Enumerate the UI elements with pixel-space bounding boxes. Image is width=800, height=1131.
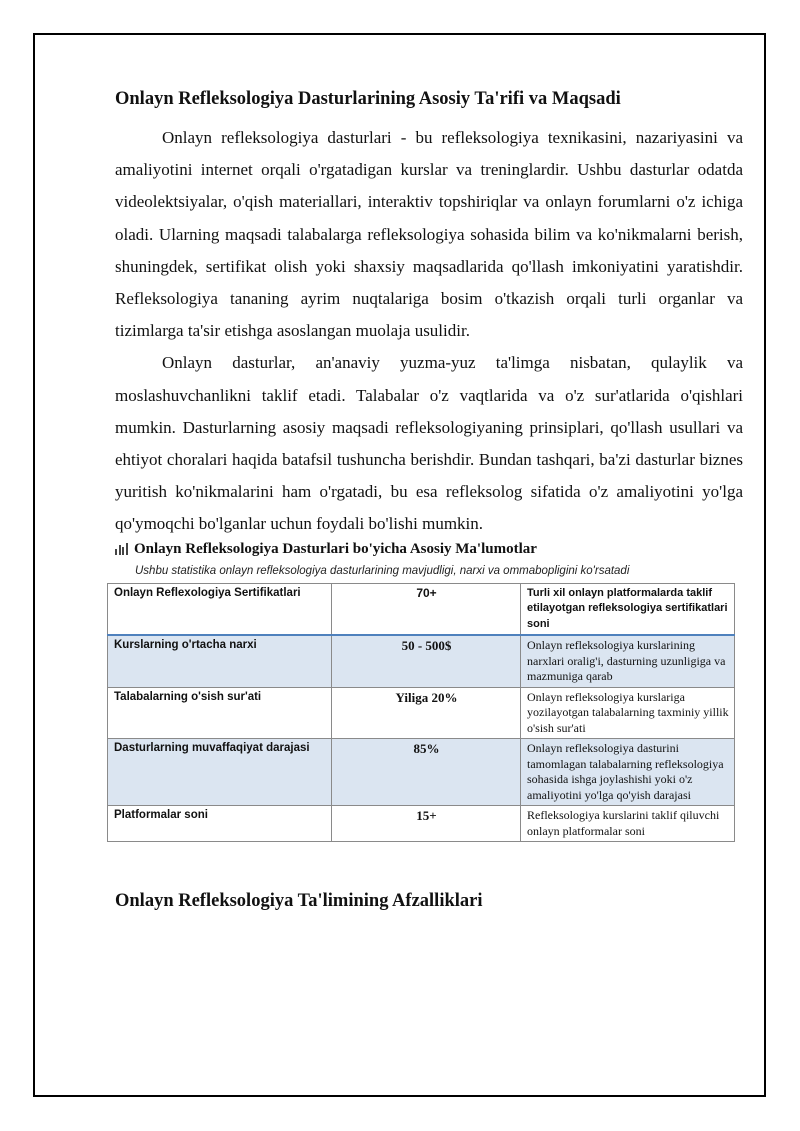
table-cell: Kurslarning o'rtacha narxi (108, 635, 332, 687)
table-cell: Onlayn Reflexologiya Sertifikatlari (108, 583, 332, 635)
table-title-text: Onlayn Refleksologiya Dasturlari bo'yicha Asosiy Ma'lumotlar (134, 540, 537, 557)
table-cell: Onlayn refleksologiya dasturini tamomlagan talabalarning refleksologiya sohasida ishga joylashishi yoki o'z amaliyotini yo'lga qo'yish darajasi (521, 739, 735, 806)
table-cell: 85% (332, 739, 521, 806)
bar-chart-icon (115, 543, 128, 555)
section-heading-advantages: Onlayn Refleksologiya Ta'limining Afzalliklari (115, 891, 483, 912)
table-row (108, 635, 735, 687)
table-cell: Yiliga 20% (332, 687, 521, 739)
table-title (115, 541, 743, 558)
table-cell: Dasturlarning muvaffaqiyat darajasi (108, 739, 332, 806)
table-cell: Onlayn refleksologiya kurslariga yozilayotgan talabalarning taxminiy yillik o'sish sur'ati (521, 687, 735, 739)
table-cell: Refleksologiya kurslarini taklif qiluvchi onlayn platformalar soni (521, 806, 735, 842)
section-heading: Onlayn Refleksologiya Dasturlarining Asosiy Ta'rifi va Maqsadi (115, 89, 621, 109)
document-content (115, 86, 743, 914)
table-cell: 15+ (332, 806, 521, 842)
table-row (108, 687, 735, 739)
statistics-table (107, 583, 735, 843)
table-cell: Onlayn refleksologiya kurslarining narxlari oralig'i, dasturning uzunligiga va mazmuniga qarab (521, 635, 735, 687)
paragraph-1: Onlayn refleksologiya dasturlari - bu refleksologiya texnikasini, nazariyasini va amaliyotini internet orqali o'rgatadigan kurslar va treninglardir. Ushbu dasturlar odatda videolektsiyalar, o'qish materiallari, interaktiv topshiriqlar va onlayn forumlarni o'z ichiga oladi. Ularning maqsadi talabalarga refleksologiya sohasida bilim va ko'nikmalarni berish, shuningdek, sertifikat olish yoki shaxsiy maqsadlarida qo'llash imkoniyatini yaratishdir. Refleksologiya tananing ayrim nuqtalariga bosim o'tkazish orqali turli organlar va tizimlarga ta'sir etishga asoslangan muolaja usulidir. (115, 128, 743, 341)
table-subtitle: Ushbu statistika onlayn refleksologiya dasturlarining mavjudligi, narxi va ommabopligini ko'rsatadi (135, 564, 630, 577)
table-row (108, 806, 735, 842)
table-cell: Turli xil onlayn platformalarda taklif etilayotgan refleksologiya sertifikatlari soni (521, 583, 735, 635)
table-cell: 70+ (332, 583, 521, 635)
paragraph-2: Onlayn dasturlar, an'anaviy yuzma-yuz ta'limga nisbatan, qulaylik va moslashuvchanlikni taklif etadi. Talabalar o'z vaqtlarida va o'z sur'atlarida o'qishlari mumkin. Dasturlarning asosiy maqsadi refleksologiyaning prinsiplari, qo'llash usullari va ehtiyot choralari haqida batafsil tushuncha berishdir. Bundan tashqari, ba'zi dasturlar biznes yuritish ko'nikmalarini ham o'rgatadi, bu esa refleksolog sifatida o'z amaliyotini yo'lga qo'ymoqchi bo'lganlar uchun foydali bo'lishi mumkin. (115, 353, 743, 534)
table-cell: Platformalar soni (108, 806, 332, 842)
table-cell: 50 - 500$ (332, 635, 521, 687)
table-row (108, 739, 735, 806)
table-row (108, 583, 735, 635)
table-cell: Talabalarning o'sish sur'ati (108, 687, 332, 739)
